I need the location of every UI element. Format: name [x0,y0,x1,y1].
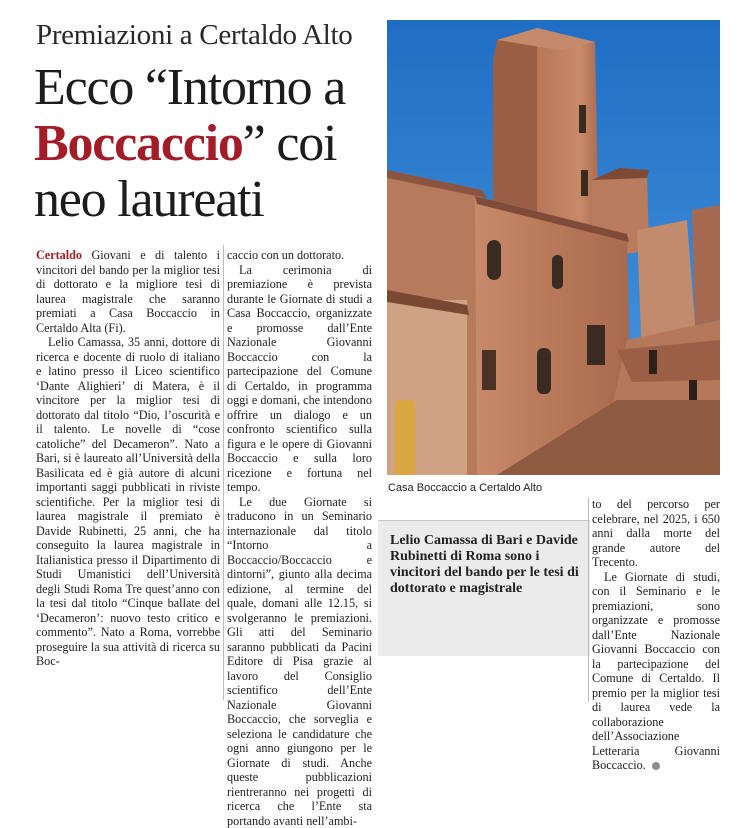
article-kicker: Premiazioni a Certaldo Alto [36,18,376,52]
article-column-4 [592,497,720,773]
headline-part-2: ” coi neo laureati [34,115,336,228]
paragraph-6: to del percorso per celebrare, nel 2025, i 650 anni dalla morte del grande autore del Trecento. [592,497,720,570]
photo-caption: Casa Boccaccio a Certaldo Alto [388,481,718,495]
paragraph-1 [36,248,220,335]
pull-quote: Lelio Camassa di Bari e Davide Rubinetti di Roma sono i vincitori del bando per le tesi di dottorato e magistrale [390,533,580,597]
paragraph-1-text: Giovani e di talento i vincitori del bando per la miglior tesi di dottorato e la migliore tesi di laurea magistrale che saranno premiati a Casa Boccaccio in Certaldo Alta (Fi). [36,248,220,335]
paragraph-2: Lelio Camassa, 35 anni, dottore di ricerca e docente di ruolo di italiano e latino presso il Liceo scientifico ‘Dante Alighieri’ di Matera, è il vincitore per la miglior tesi di dottorato dal titolo “Dio, l’oscurità e il talento. Le novelle di “cose catoliche” del Decameron”. Nato a Bari, si è laureato all’Università della Basilicata ed è già autore di alcuni importanti saggi pubblicati in riviste scientifiche. Per la miglior tesi di laurea magistrale il premiato è Davide Rubinetti, 25 anni, che ha conseguito la laurea magistrale in Italianistica presso il Dipartimento di Studi Umanistici dell’Università degli Studi Roma Tre quest’anno con la tesi dal titolo “Cinque ballate del ‘Decameron’: nuovo testo critico e commento”. Nato a Roma, vorrebbe proseguire la sua attività di ricerca su Boc- [36,335,220,669]
headline-accent: Boccaccio [34,115,243,172]
paragraph-3: caccio con un dottorato. [227,248,372,263]
headline-part-1: Ecco “Intorno a [34,59,345,116]
article-column-2 [227,248,372,828]
paragraph-5: Le due Giornate si traducono in un Seminario internazionale dal titolo “Intorno a Boccaccio/Boccaccio e dintorni”, giunto alla decima edizione, al termine del quale, domani alle 12.15, si svolgeranno le premiazioni. Gli atti del Seminario saranno pubblicati da Pacini Editore di Pisa grazie al lavoro del Consiglio scientifico dell’Ente Nazionale Giovanni Boccaccio, che sorveglia e seleziona le candidature che ogni anno giungono per le Giornate di studi. Anche queste pubblicazioni rientreranno nei progetti di ricerca che l’Ente sta portando avanti nell’ambi- [227,495,372,828]
end-of-article-dot [652,762,660,770]
column-divider [588,497,589,702]
column-divider [223,245,224,700]
article-column-1 [36,248,220,669]
paragraph-7 [592,570,720,773]
dateline: Certaldo [36,248,82,262]
paragraph-4: La cerimonia di premiazione è prevista durante le Giornate di studi a Casa Boccaccio, organizzate e promosse dall’Ente Nazionale Giovanni Boccaccio con la partecipazione del Comune di Certaldo, in programma oggi e domani, che intendono offrire un dialogo e un confronto scientifico sulla figura e le opere di Giovanni Boccaccio e sulla loro ricezione e fortuna nel tempo. [227,263,372,495]
article-photo [387,20,720,475]
photo-casa-boccaccio [387,20,720,475]
pull-quote-box [378,520,590,656]
paragraph-7-text: Le Giornate di studi, con il Seminario e le premiazioni, sono organizzate e promosse dall’Ente Nazionale Giovanni Boccaccio con la partecipazione del Comune di Certaldo. Il premio per la miglior tesi di laurea vede la collaborazione dell’Associazione Letteraria Giovanni Boccaccio. [592,570,720,773]
article-headline [34,60,379,228]
